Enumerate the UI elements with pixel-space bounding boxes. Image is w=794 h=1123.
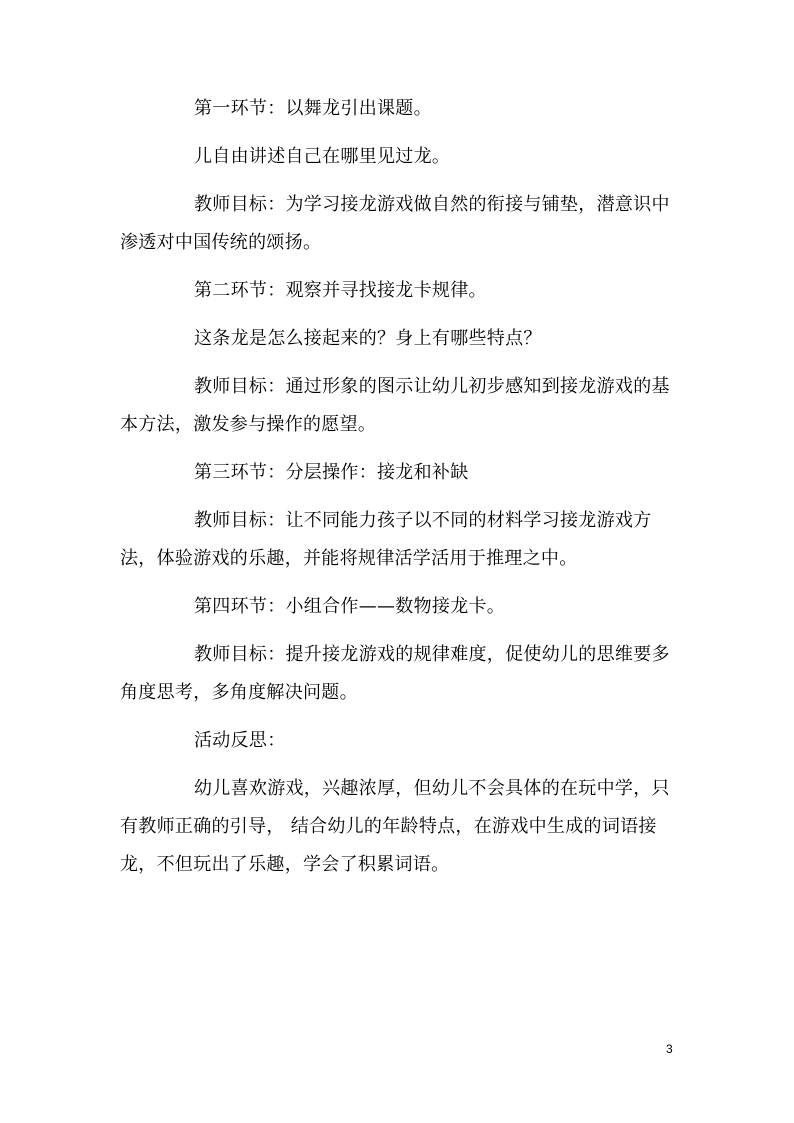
paragraph-reflection-heading: 活动反思： — [194, 730, 286, 751]
paragraph-section-4-goal: 教师目标：提升接龙游戏的规律难度，促使幼儿的思维要多角度思考，多角度解决问题。 — [120, 644, 670, 703]
paragraph-section-2-title: 第二环节：观察并寻找接龙卡规律。 — [194, 280, 487, 301]
document-body — [120, 90, 674, 894]
paragraph-section-2-goal: 教师目标：通过形象的图示让幼儿初步感知到接龙游戏的基本方法，激发参与操作的愿望。 — [120, 376, 670, 435]
paragraph-section-1-activity: 儿自由讲述自己在哪里见过龙。 — [194, 146, 451, 167]
paragraph-section-2-question: 这条龙是怎么接起来的？身上有哪些特点？ — [194, 328, 542, 349]
paragraph-section-4-title: 第四环节：小组合作——数物接龙卡。 — [194, 596, 506, 617]
paragraph-section-1-goal: 教师目标：为学习接龙游戏做自然的衔接与铺垫，潜意识中渗透对中国传统的颂扬。 — [120, 194, 670, 253]
paragraph-section-1-title: 第一环节：以舞龙引出课题。 — [194, 98, 432, 119]
page-number: 3 — [666, 1042, 673, 1056]
paragraph-section-3-goal: 教师目标：让不同能力孩子以不同的材料学习接龙游戏方法，体验游戏的乐趣，并能将规律活学活用于推理之中。 — [120, 510, 652, 569]
paragraph-section-3-title: 第三环节：分层操作：接龙和补缺 — [194, 462, 469, 483]
paragraph-reflection-body: 幼儿喜欢游戏，兴趣浓厚，但幼儿不会具体的在玩中学，只有教师正确的引导， 结合幼儿的年龄特点，在游戏中生成的词语接龙，不但玩出了乐趣，学会了积累词语。 — [120, 778, 670, 875]
